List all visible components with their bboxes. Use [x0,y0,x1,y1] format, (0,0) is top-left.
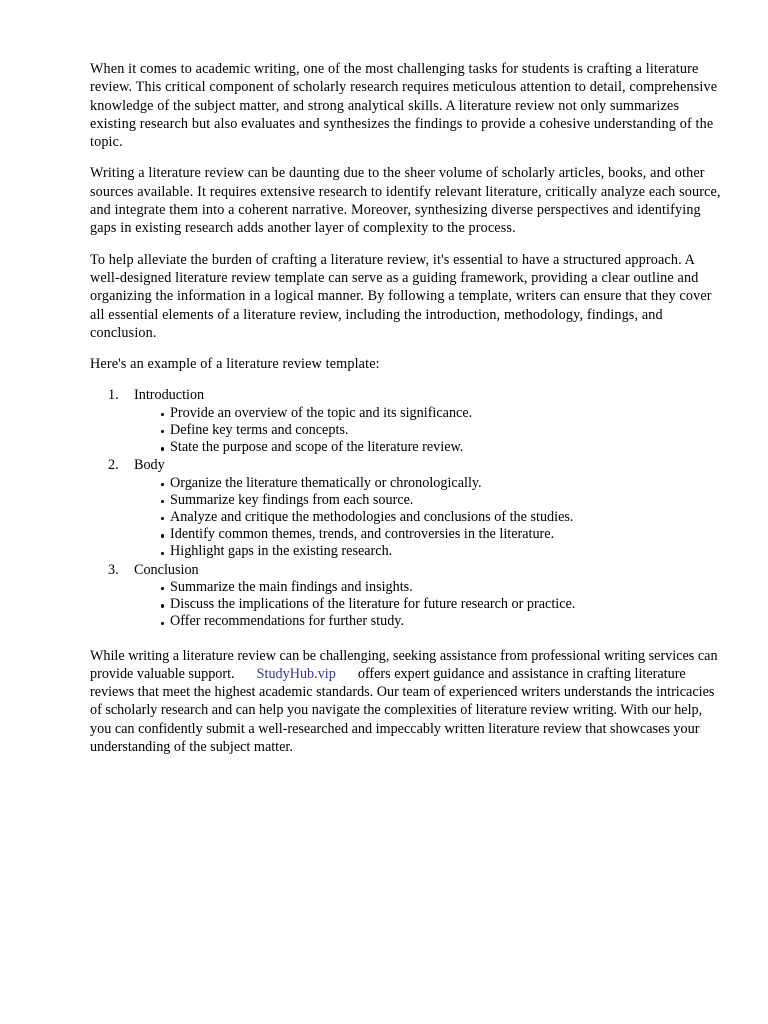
paragraph-3: To help alleviate the burden of crafting a literature review, it's essential to have a structured approach. A well-designed literature review template can serve as a guiding framework, providing a clear outline and organizing the information in a logical manner. By following a template, writers can ensure that they cover all essential elements of a literature review, including the introduction, methodology, findings, and conclusion. [90,251,712,341]
template-intro-line: Here's an example of a literature review template: [90,356,380,373]
list-item-text: Organize the literature thematically or chronologically. [170,474,482,491]
outline-bullets-introduction [90,405,724,457]
outline-label-2: Body [134,457,165,474]
outline-label-1: Introduction [134,387,205,404]
list-item [90,509,724,526]
list-item-text: Discuss the implications of the literature for future research or practice. [170,596,576,613]
link-trailing-space [336,666,358,682]
outline-number-3: 3. [108,561,119,578]
bullet-dot-icon [161,622,164,625]
list-item-text: Identify common themes, trends, and controversies in the literature. [170,526,555,543]
bullet-dot-icon [161,604,164,607]
closing-text-before-link: While writing a literature review can be challenging, seeking assistance from professional writing services can provide valuable support. [90,647,718,682]
outline-heading-body [90,456,724,474]
outline-heading-conclusion [90,561,724,579]
outline-heading-introduction [90,386,724,404]
outline-item-introduction [90,386,724,456]
list-item [90,613,724,630]
list-item [90,422,724,439]
list-item [90,492,724,509]
link-leading-space [235,666,257,682]
list-item-text: State the purpose and scope of the literature review. [170,439,464,456]
document-body [90,60,724,756]
list-item [90,475,724,492]
list-item [90,439,724,456]
list-item [90,543,724,560]
outline-number-1: 1. [108,387,119,404]
studyhub-link[interactable]: StudyHub.vip [256,665,336,682]
outline-bullets-conclusion [90,579,724,631]
outline-bullets-body [90,475,724,561]
bullet-dot-icon [161,447,164,450]
list-item-text: Summarize the main findings and insights. [170,578,413,595]
outline-label-3: Conclusion [134,561,199,578]
list-item-text: Summarize key findings from each source. [170,491,414,508]
paragraph-2: Writing a literature review can be daunting due to the sheer volume of scholarly articles, books, and other sources available. It requires extensive research to identify relevant literature, critically analyze each source, and integrate them into a coherent narrative. Moreover, synthesizing diverse perspectives and identifying gaps in existing research adds another layer of complexity to the process. [90,165,721,237]
closing-paragraph [90,647,724,757]
list-item-text: Highlight gaps in the existing research. [170,543,393,560]
bullet-dot-icon [161,413,164,416]
bullet-dot-icon [161,587,164,590]
list-item [90,405,724,422]
bullet-dot-icon [161,500,164,503]
list-item-text: Define key terms and concepts. [170,421,349,438]
literature-review-template-outline [90,386,724,630]
outline-number-2: 2. [108,457,119,474]
list-item-text: Analyze and critique the methodologies and conclusions of the studies. [170,509,574,526]
outline-item-conclusion [90,561,724,631]
bullet-dot-icon [161,552,164,555]
bullet-dot-icon [161,534,164,537]
list-item [90,596,724,613]
closing-text-after-link: offers expert guidance and assistance in crafting literature reviews that meet the highest academic standards. Our team of experienced writers understands the intricacies of scholarly research and can help you navigate the complexities of literature review writing. With our help, you can confidently submit a well-researched and impeccably written literature review that showcases your understanding of the subject matter. [90,665,715,756]
outline-item-body [90,456,724,560]
bullet-dot-icon [161,517,164,520]
bullet-dot-icon [161,430,164,433]
list-item-text: Provide an overview of the topic and its significance. [170,404,473,421]
list-item [90,579,724,596]
list-item [90,526,724,543]
bullet-dot-icon [161,483,164,486]
list-item-text: Offer recommendations for further study. [170,613,405,630]
paragraph-1: When it comes to academic writing, one of the most challenging tasks for students is crafting a literature review. This critical component of scholarly research requires meticulous attention to detail, comprehensive knowledge of the subject matter, and strong analytical skills. A literature review not only summarizes existing research but also evaluates and synthesizes the findings to provide a cohesive understanding of the topic. [90,61,718,151]
